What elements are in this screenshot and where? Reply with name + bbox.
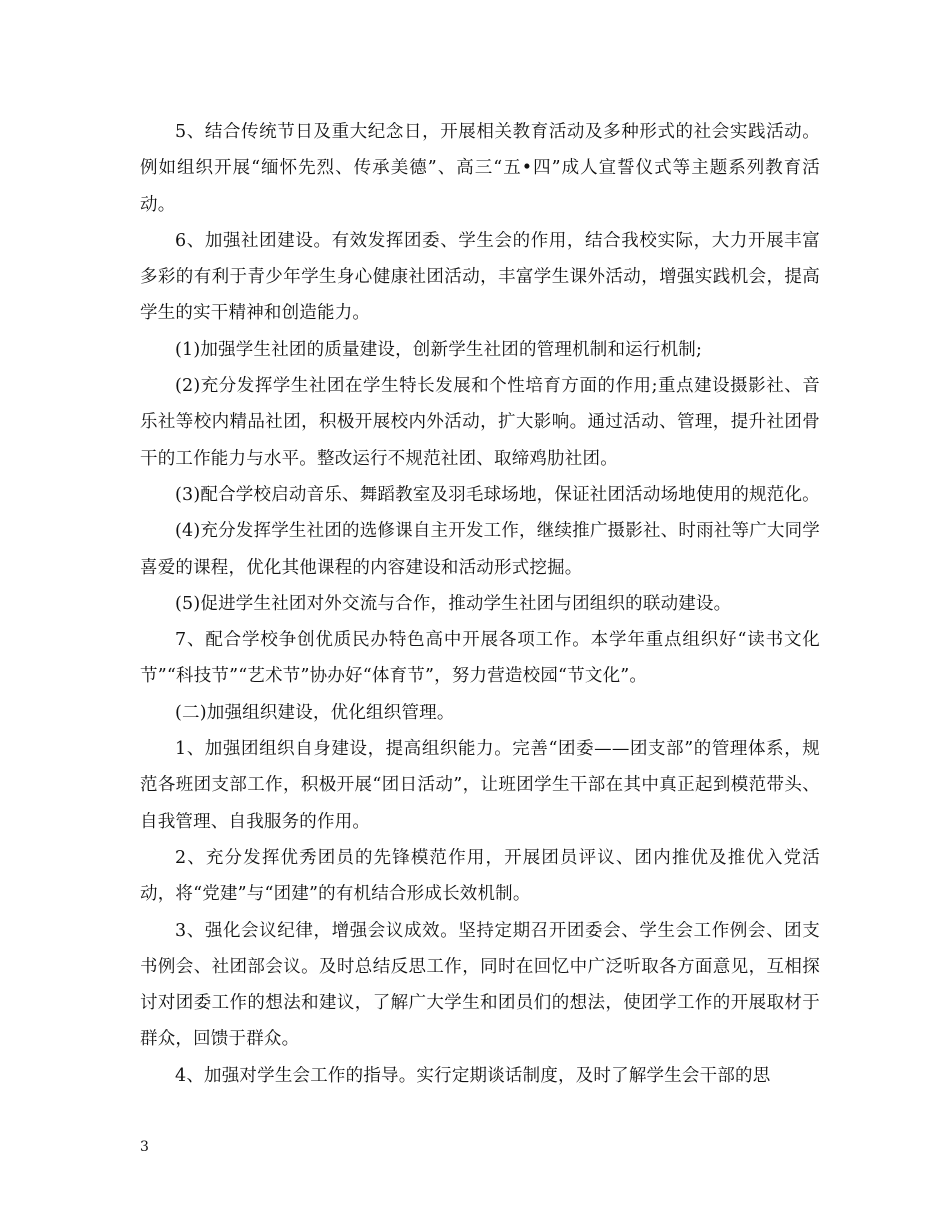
paragraph-7: (5)促进学生社团对外交流与合作，推动学生社团与团组织的联动建设。 — [175, 593, 732, 614]
paragraph-6: (4)充分发挥学生社团的选修课自主开发工作，继续推广摄影社、时雨社等广大同学喜爱的课程，优化其他课程的内容建设和活动形式挖掘。 — [140, 521, 820, 578]
section-heading-2: (二)加强组织建设，优化组织管理。 — [175, 702, 455, 723]
paragraph-5: (3)配合学校启动音乐、舞蹈教室及羽毛球场地，保证社团活动场地使用的规范化。 — [175, 484, 820, 505]
paragraph-3: (1)加强学生社团的质量建设，创新学生社团的管理机制和运行机制; — [175, 339, 703, 360]
paragraph-2: 6、加强社团建设。有效发挥团委、学生会的作用，结合我校实际，大力开展丰富多彩的有利于青少年学生身心健康社团活动，丰富学生课外活动，增强实践机会，提高学生的实干精神和创造能力。 — [140, 230, 820, 324]
paragraph-11: 2、充分发挥优秀团员的先锋模范作用，开展团员评议、团内推优及推优入党活动，将“党建”与“团建”的有机结合形成长效机制。 — [140, 847, 820, 905]
paragraph-10: 1、加强团组织自身建设，提高组织能力。完善“团委——团支部”的管理体系，规范各班团支部工作，积极开展“团日活动”，让班团学生干部在其中真正起到模范带头、自我管理、自我服务的作用。 — [140, 739, 820, 832]
paragraph-4: (2)充分发挥学生社团在学生特长发展和个性培育方面的作用;重点建设摄影社、音乐社等校内精品社团，积极开展校内外活动，扩大影响。通过活动、管理，提升社团骨干的工作能力与水平。整改运行不规范社团、取缔鸡肋社团。 — [140, 376, 820, 469]
paragraph-8: 7、配合学校争创优质民办特色高中开展各项工作。本学年重点组织好“读书文化节”“科技节”“艺术节”协办好“体育节”，努力营造校园“节文化”。 — [140, 630, 820, 687]
page-body — [140, 114, 820, 1094]
paragraph-12: 3、强化会议纪律，增强会议成效。坚持定期召开团委会、学生会工作例会、团支书例会、社团部会议。及时总结反思工作，同时在回忆中广泛听取各方面意见，互相探讨对团委工作的想法和建议，了解广大学生和团员们的想法，使团学工作的开展取材于群众，回馈于群众。 — [140, 920, 820, 1050]
paragraph-13: 4、加强对学生会工作的指导。实行定期谈话制度，及时了解学生会干部的思 — [175, 1065, 771, 1086]
paragraph-1: 5、结合传统节日及重大纪念日，开展相关教育活动及多种形式的社会实践活动。例如组织开展“缅怀先烈、传承美德”、高三“五•四”成人宣誓仪式等主题系列教育活动。 — [140, 122, 820, 215]
page-number: 3 — [140, 1139, 149, 1155]
